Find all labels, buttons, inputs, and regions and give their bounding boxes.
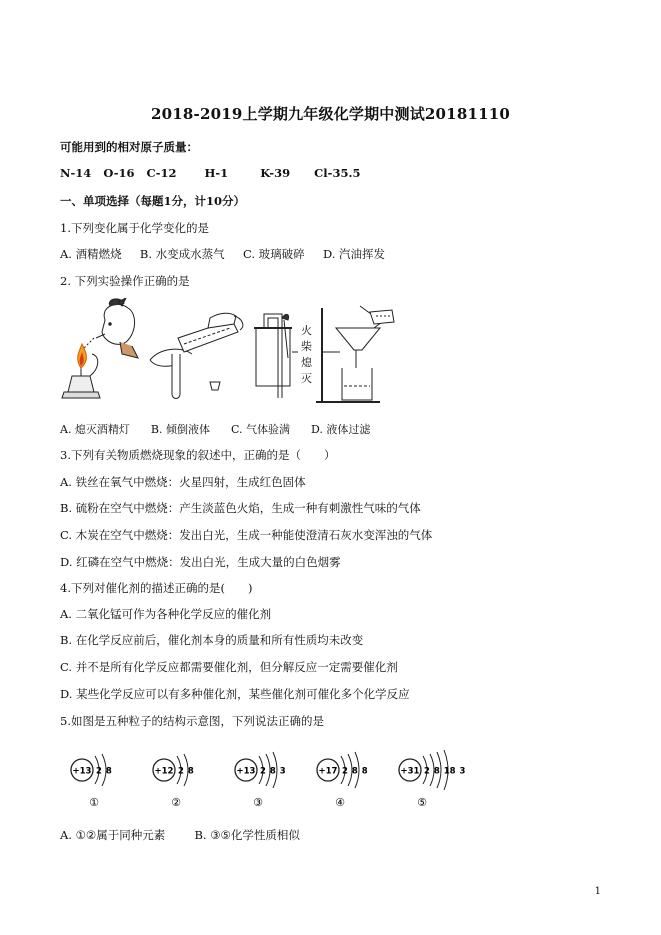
electron-counts: 2 8 xyxy=(178,766,194,777)
nucleus-charge: +13 xyxy=(72,766,92,777)
q4-option-b: B. 在化学反应前后，催化剂本身的质量和所有性质均未改变 xyxy=(60,633,364,647)
electron-counts: 2 8 8 xyxy=(342,766,368,777)
gas-collection-illustration xyxy=(254,314,313,398)
q2-stem: 2. 下列实验操作正确的是 xyxy=(60,274,190,288)
atom-label: ④ xyxy=(335,796,345,809)
mass-h: H-1 xyxy=(204,166,229,180)
q2-option-b: B. 倾倒液体 xyxy=(150,423,210,436)
q1-option-c: C. 玻璃破碎 xyxy=(242,247,305,261)
page-title: 2018-2019上学期九年级化学期中测试20181110 xyxy=(150,105,511,123)
electron-counts: 2 8 xyxy=(96,766,112,777)
nucleus-charge: +17 xyxy=(318,766,338,777)
q1-option-d: D. 汽油挥发 xyxy=(322,247,386,261)
atom-diagram-5 xyxy=(399,750,466,809)
match-text-1: 火 xyxy=(301,324,312,337)
q5-stem: 5.如图是五种粒子的结构示意图，下列说法正确的是 xyxy=(60,714,324,728)
electron-counts: 2 8 18 3 xyxy=(424,766,466,777)
masses-heading: 可能用到的相对原子质量： xyxy=(60,140,198,154)
match-text-4: 灭 xyxy=(301,372,312,385)
q1-option-a: A. 酒精燃烧 xyxy=(60,247,122,261)
filtration-illustration xyxy=(316,306,394,402)
page-number: 1 xyxy=(594,886,601,897)
atomic-masses xyxy=(60,166,360,180)
q3-option-b: B. 硫粉在空气中燃烧：产生淡蓝色火焰，生成一种有刺激性气味的气体 xyxy=(60,501,421,515)
q5-option-a: A. ①②属于同种元素 xyxy=(60,828,166,842)
q3-option-c: C. 木炭在空气中燃烧：发出白光，生成一种能使澄清石灰水变浑浊的气体 xyxy=(60,528,433,542)
section-heading: 一、单项选择（每题1分，计10分） xyxy=(60,194,246,208)
q4-option-a: A. 二氧化锰可作为各种化学反应的催化剂 xyxy=(60,607,272,621)
q1-stem: 1.下列变化属于化学变化的是 xyxy=(60,221,209,235)
mass-c: C-12 xyxy=(146,166,177,180)
nucleus-charge: +13 xyxy=(236,766,256,777)
q3-stem: 3.下列有关物质燃烧现象的叙述中，正确的是（ ） xyxy=(60,448,336,462)
atom-diagram-2 xyxy=(153,754,194,809)
atom-label: ② xyxy=(171,796,181,809)
atom-diagram-4 xyxy=(317,752,368,809)
q1-option-b: B. 水变成水蒸气 xyxy=(139,247,225,261)
atom-label: ⑤ xyxy=(417,796,427,809)
q2-options xyxy=(60,421,370,437)
match-text-3: 熄 xyxy=(301,356,312,369)
atom-label: ③ xyxy=(253,796,263,809)
q4-option-d: D. 某些化学反应可以有多种催化剂，某些催化剂可催化多个化学反应 xyxy=(60,687,410,701)
q3-option-a: A. 铁丝在氧气中燃烧：火星四射，生成红色固体 xyxy=(60,475,306,489)
pouring-liquid-illustration xyxy=(150,313,243,398)
q2-option-d: D. 液体过滤 xyxy=(311,423,371,436)
q2-option-a: A. 熄灭酒精灯 xyxy=(60,423,130,436)
atom-diagram-1 xyxy=(71,754,112,809)
mass-k: K-39 xyxy=(260,166,291,180)
mass-n: N-14 xyxy=(60,166,92,180)
q2-figure xyxy=(60,298,400,414)
match-text-2: 柴 xyxy=(301,340,312,353)
q4-option-c: C. 并不是所有化学反应都需要催化剂，但分解反应一定需要催化剂 xyxy=(60,660,398,674)
q5-option-b: B. ③⑤化学性质相似 xyxy=(194,828,300,842)
q5-options xyxy=(60,827,300,843)
q2-option-c: C. 气体验满 xyxy=(230,423,291,436)
atom-label: ① xyxy=(89,796,99,809)
nucleus-charge: +12 xyxy=(154,766,174,777)
atomic-structure-diagrams xyxy=(60,742,480,812)
q3-option-d: D. 红磷在空气中燃烧：发出白光，生成大量的白色烟雾 xyxy=(60,555,341,569)
q4-stem: 4.下列对催化剂的描述正确的是( ) xyxy=(60,581,253,595)
q1-options xyxy=(60,246,385,262)
mass-cl: Cl-35.5 xyxy=(314,166,361,180)
alcohol-lamp-illustration xyxy=(62,298,138,398)
atom-diagram-3 xyxy=(235,752,286,809)
mass-o: O-16 xyxy=(103,166,135,180)
nucleus-charge: +31 xyxy=(400,766,420,777)
electron-counts: 2 8 3 xyxy=(260,766,286,777)
